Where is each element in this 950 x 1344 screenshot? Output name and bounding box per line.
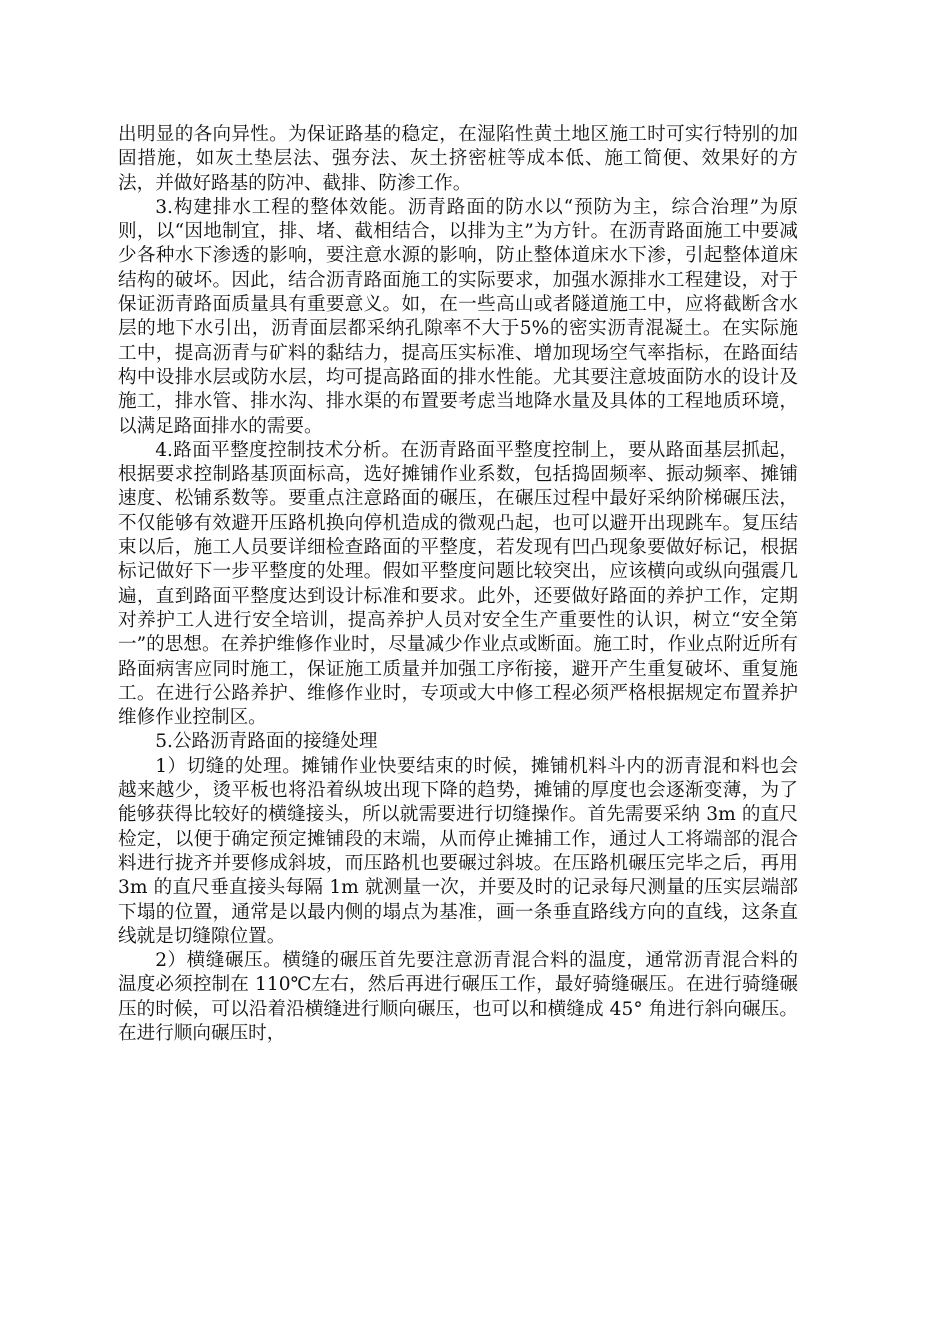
document-body — [118, 123, 798, 1046]
paragraph-transverse-rolling: 2）横缝碾压。横缝的碾压首先要注意沥青混合料的温度，通常沥青混合料的温度必须控制在 110℃左右，然后再进行碾压工作，最好骑缝碾压。在进行骑缝碾压的时候，可以沿着沿横缝进行顺向碾压，也可以和横缝成 45° 角进行斜向碾压。在进行顺向碾压时， — [118, 950, 798, 1044]
paragraph-drainage: 3.构建排水工程的整体效能。沥青路面的防水以“预防为主，综合治理”为原则，以“因地制宜，排、堵、截相结合，以排为主”为方针。在沥青路面施工中要减少各种水下渗透的影响，要注意水源的影响，防止整体道床水下渗，引起整体道床结构的破坏。因此，结合沥青路面施工的实际要求，加强水源排水工程建设，对于保证沥青路面质量具有重要意义。如，在一些高山或者隧道施工中，应将截断含水层的地下水引出，沥青面层都采纳孔隙率不大于5%的密实沥青混凝土。在实际施工中，提高沥青与矿料的黏结力，提高压实标准、增加现场空气率指标，在路面结构中设排水层或防水层，均可提高路面的排水性能。尤其要注意坡面防水的设计及施工，排水管、排水沟、排水渠的布置要考虑当地降水量及具体的工程地质环境，以满足路面排水的需要。 — [118, 196, 798, 437]
paragraph-continuation: 出明显的各向异性。为保证路基的稳定，在湿陷性黄土地区施工时可实行特别的加固措施，如灰土垫层法、强夯法、灰土挤密桩等成本低、施工简便、效果好的方法，并做好路基的防冲、截排、防渗工作。 — [118, 124, 798, 194]
paragraph-flatness: 4.路面平整度控制技术分析。在沥青路面平整度控制上，要从路面基层抓起，根据要求控制路基顶面标高，选好摊铺作业系数，包括捣固频率、振动频率、摊铺速度、松铺系数等。要重点注意路面的碾压，在碾压过程中最好采纳阶梯碾压法，不仅能够有效避开压路机换向停机造成的微观凸起，也可以避开出现跳车。复压结束以后，施工人员要详细检查路面的平整度，若发现有凹凸现象要做好标记，根据标记做好下一步平整度的处理。假如平整度问题比较突出，应该横向或纵向强震几遍，直到路面平整度达到设计标准和要求。此外，还要做好路面的养护工作，定期对养护工人进行安全培训，提高养护人员对安全生产重要性的认识，树立“安全第一”的思想。在养护维修作业时，尽量减少作业点或断面。施工时，作业点附近所有路面病害应同时施工，保证施工质量并加强工序衔接，避开产生重复破坏、重复施工。在进行公路养护、维修作业时，专项或大中修工程必须严格根据规定布置养护维修作业控制区。 — [118, 439, 798, 729]
paragraph-cut-joint: 1）切缝的处理。摊铺作业快要结束的时候，摊铺机料斗内的沥青混和料也会越来越少，烫平板也将沿着纵坡出现下降的趋势，摊铺的厚度也会逐渐变薄，为了能够获得比较好的横缝接头，所以就需要进行切缝操作。首先需要采纳 3m 的直尺检定，以便于确定预定摊铺段的末端，从而停止摊捕工作，通过人工将端部的混合料进行拢齐并要修成斜坡，而压路机也要碾过斜坡。在压路机碾压完毕之后，再用 3m 的直尺垂直接头每隔 1m 就测量一次，并要及时的记录每尺测量的压实层端部下塌的位置，通常是以最内侧的塌点为基准，画一条垂直路线方向的直线，这条直线就是切缝隙位置。 — [118, 755, 798, 947]
section-heading-joints: 5.公路沥青路面的接缝处理 — [155, 731, 378, 753]
